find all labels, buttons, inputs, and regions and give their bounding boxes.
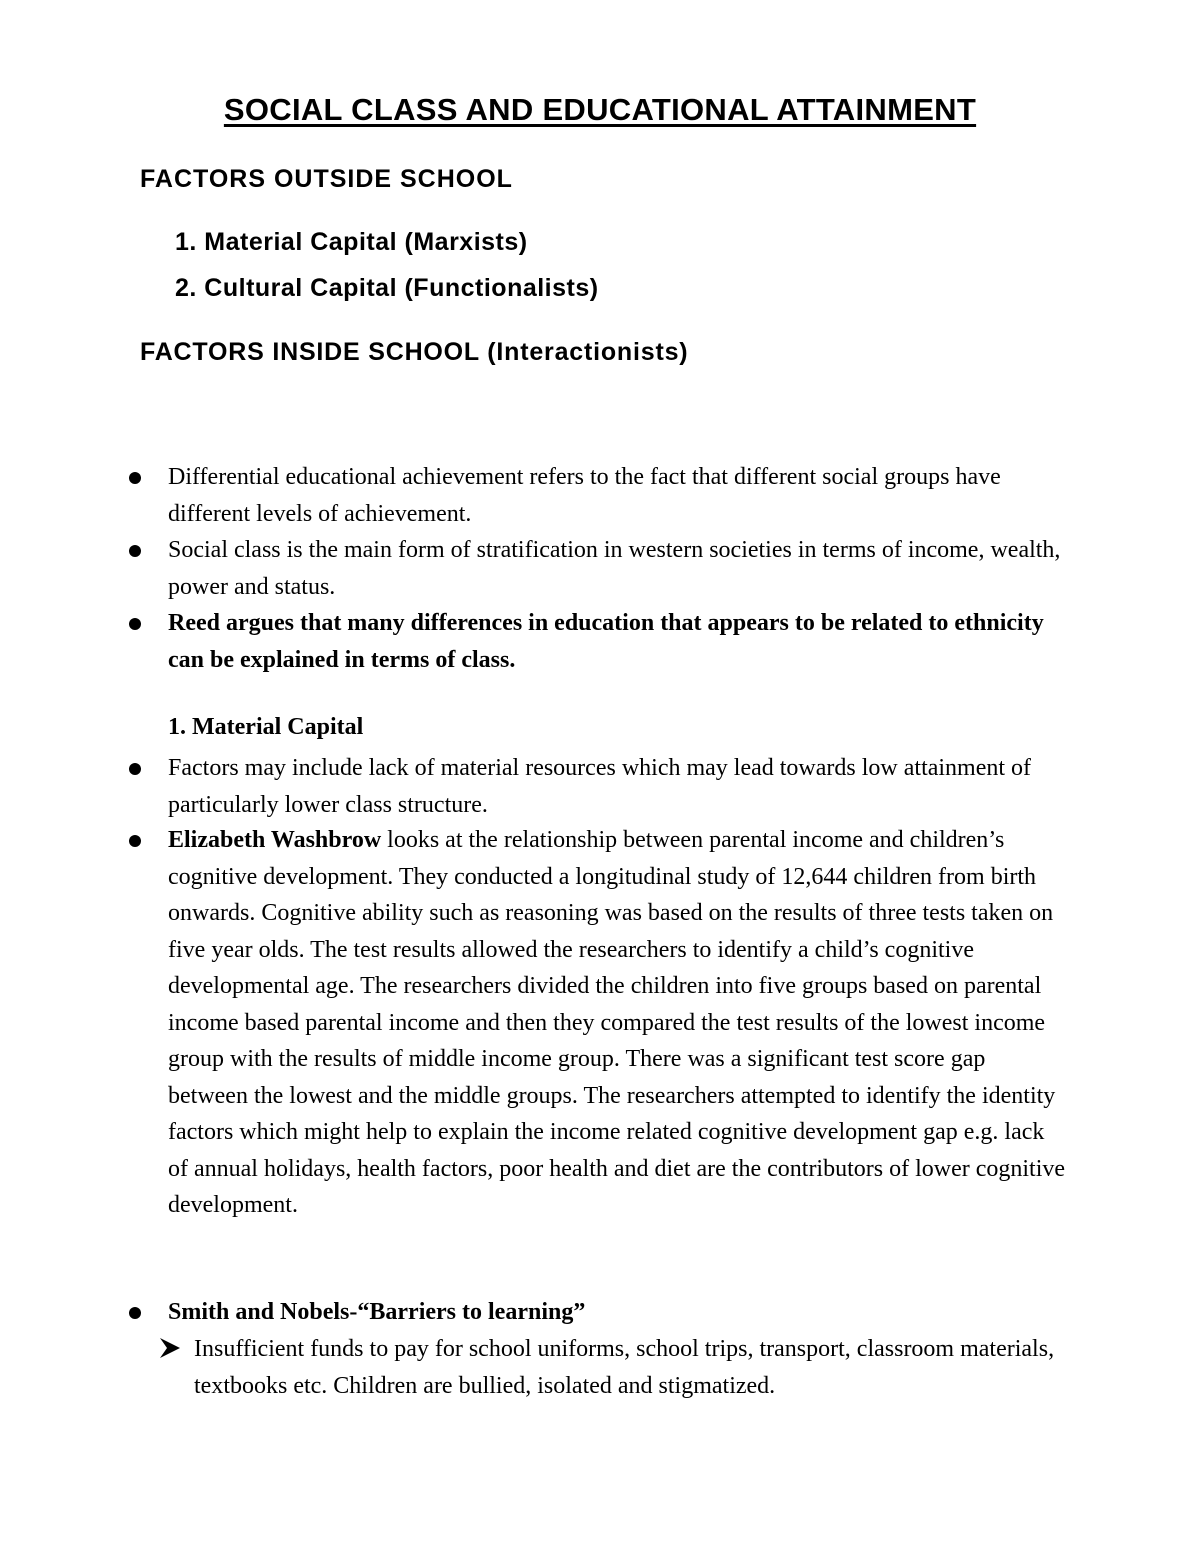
bullet-icon [129,472,141,484]
barriers-heading: Smith and Nobels-“Barriers to learning” [168,1299,586,1325]
outside-factor-item: 1. Material Capital (Marxists) [175,228,528,256]
bullet-icon [129,618,141,630]
barriers-item-text: Insufficient funds to pay for school uniforms, school trips, transport, classroom materials, textbooks etc. Children are bullied, isolated and stigmatized. [194,1336,1055,1399]
bullet-icon [129,545,141,557]
researcher-name: Elizabeth Washbrow [168,827,382,853]
washbrow-paragraph [168,822,1068,1224]
bullet-icon [129,763,141,775]
washbrow-text: looks at the relationship between parental income and children’s cognitive development. They conducted a longitudinal study of 12,644 children from birth onwards. Cognitive ability such as reasoning was based on the results of three tests taken on five year olds. The test results allowed the researchers to identify a child’s cognitive developmental age. The researchers divided the children into five groups based on parental income based parental income and then they compared the test results of the lowest income group with the results of middle income group. There was a significant test score gap between the lowest and the middle groups. The researchers attempted to identify the identity factors which might help to explain the income related cognitive development gap e.g. lack of annual holidays, health factors, poor health and diet are the contributors of lower cognitive development. [168,827,1066,1218]
bullet-icon [129,1307,141,1319]
factors-inside-heading: FACTORS INSIDE SCHOOL (Interactionists) [140,338,689,366]
intro-bullet-text: Reed argues that many differences in education that appears to be related to ethnicity can be explained in terms of class. [168,610,1044,673]
factors-outside-heading: FACTORS OUTSIDE SCHOOL [140,165,513,193]
document-title: SOCIAL CLASS AND EDUCATIONAL ATTAINMENT [223,92,977,127]
outside-factor-item: 2. Cultural Capital (Functionalists) [175,274,599,302]
material-capital-heading: 1. Material Capital [168,714,364,740]
bullet-icon [129,835,141,847]
intro-bullet-text: Social class is the main form of stratification in western societies in terms of income, wealth, power and status. [168,537,1061,600]
arrowhead-bullet-icon [158,1336,182,1360]
material-bullet-text: Factors may include lack of material resources which may lead towards low attainment of particularly lower class structure. [168,755,1032,818]
intro-bullet-text: Differential educational achievement refers to the fact that different social groups have different levels of achievement. [168,464,1001,527]
